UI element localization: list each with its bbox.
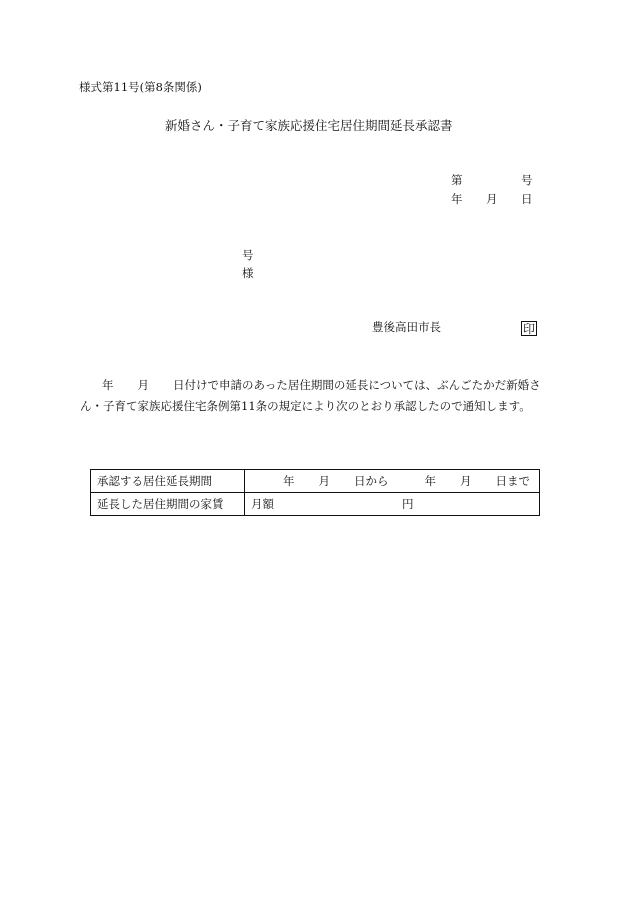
doc-number-dai: 第 bbox=[451, 173, 463, 187]
document-title: 新婚さん・子育て家族応援住宅居住期間延長承認書 bbox=[165, 118, 453, 133]
to-year: 年 bbox=[424, 474, 436, 488]
from-month: 月 bbox=[318, 474, 330, 488]
body-month: 月 bbox=[137, 378, 149, 392]
date-month: 月 bbox=[486, 192, 498, 206]
date-day: 日 bbox=[521, 192, 533, 206]
rent-label: 延長した居住期間の家賃 bbox=[91, 493, 245, 516]
rent-monthly: 月額 bbox=[251, 497, 274, 511]
table-row bbox=[91, 493, 540, 516]
rent-yen: 円 bbox=[402, 497, 414, 511]
addressee-go: 号 bbox=[242, 248, 254, 262]
table-row bbox=[91, 470, 540, 493]
rent-value bbox=[245, 493, 540, 516]
issuer-name: 豊後高田市長 bbox=[372, 320, 441, 334]
seal-label: 印 bbox=[523, 322, 536, 336]
body-year: 年 bbox=[102, 378, 114, 392]
form-number: 様式第11号(第8条関係) bbox=[79, 80, 202, 94]
to-day: 日まで bbox=[495, 474, 530, 488]
seal-mark bbox=[521, 321, 537, 336]
addressee-sama: 様 bbox=[242, 266, 254, 280]
from-day: 日から bbox=[354, 474, 389, 488]
doc-number-go: 号 bbox=[521, 173, 533, 187]
period-value bbox=[245, 470, 540, 493]
date-year: 年 bbox=[451, 192, 463, 206]
period-label: 承認する居住延長期間 bbox=[91, 470, 245, 493]
body-text: 日付けで申請のあった居住期間の延長については、ぶんごたかだ新婚さん・子育て家族応援住宅条例第11条の規定により次のとおり承認したので通知します。 bbox=[80, 378, 541, 413]
to-month: 月 bbox=[460, 474, 472, 488]
approval-table bbox=[90, 469, 540, 516]
from-year: 年 bbox=[283, 474, 295, 488]
notice-body bbox=[80, 375, 550, 417]
